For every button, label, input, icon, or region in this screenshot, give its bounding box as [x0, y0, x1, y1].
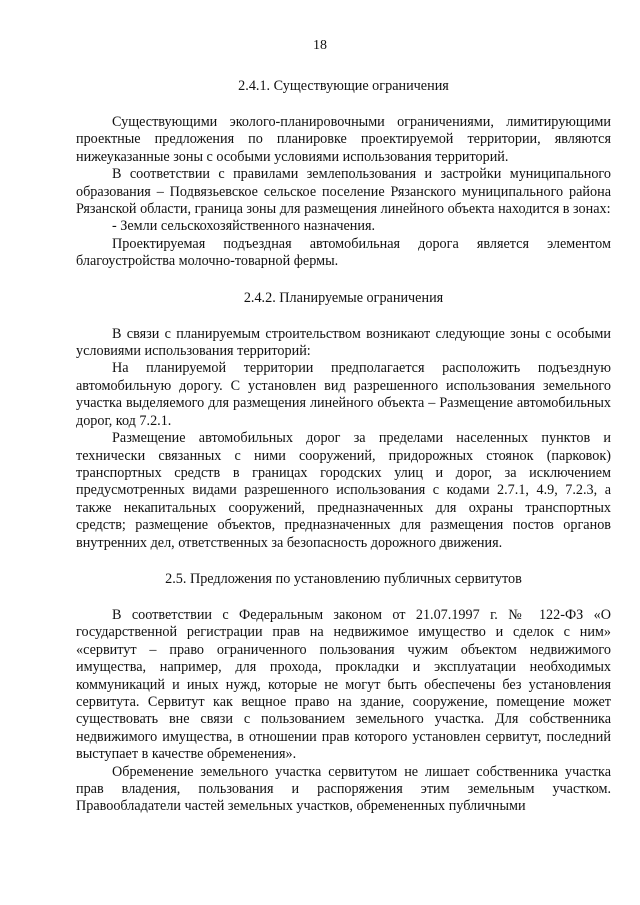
section-heading: 2.5. Предложения по установлению публичных сервитутов [165, 570, 522, 587]
page-number: 18 [313, 38, 327, 53]
paragraph: В соответствии с правилами землепользования и застройки муниципального образования – Подвязьевское сельское поселение Рязанского муниципального района Рязанской области, граница зоны для размещения линейного объекта находится в зонах: [76, 166, 611, 218]
paragraph: На планируемой территории предполагается расположить подъездную автомобильную дорогу. С установлен вид разрешенного использования земельного участка выделяемого для размещения линейного объекта – Размещение автомобильных дорог, код 7.2.1. [76, 360, 611, 429]
section-public-easements [76, 571, 611, 816]
paragraph: Размещение автомобильных дорог за пределами населенных пунктов и технически связанных с ними сооружений, придорожных стоянок (парковок) транспортных средств в границах городских улиц и дорог, за исключением предусмотренных видами разрешенного использования с кодами 2.7.1, 4.9, 7.2.3, а также некапитальных сооружений, предназначенных для охраны транспортных средств; размещение объектов, предназначенных для размещения постов органов внутренних дел, ответственных за безопасность дорожного движения. [76, 430, 611, 551]
section-heading: 2.4.1. Существующие ограничения [238, 78, 449, 94]
paragraph: Проектируемая подъездная автомобильная дорога является элементом благоустройства молочно-товарной фермы. [76, 235, 611, 270]
document-body [76, 78, 611, 816]
paragraph: - Земли сельскохозяйственного назначения. [112, 218, 376, 235]
section-heading: 2.4.2. Планируемые ограничения [243, 289, 444, 306]
paragraph: Существующими эколого-планировочными ограничениями, лимитирующими проектные предложения по планировке проектируемой территории, являются нижеуказанные зоны с особыми условиями использования территорий. [76, 114, 611, 165]
paragraph: В соответствии с Федеральным законом от 21.07.1997 г. № 122-ФЗ «О государственной регистрации прав на недвижимое имущество и сделок с ним» «сервитут – право ограниченного пользования чужим объектом недвижимого имущества, например, для прохода, прокладки и эксплуатации необходимых коммуникаций и иных нужд, которые не могут быть обеспечены без установления сервитута. Сервитут как вещное право на здание, сооружение, помещение может существовать вне связи с пользованием земельного участка. Для собственника недвижимого имущества, в отношении прав которого установлен сервитут, последний выступает в качестве обременения». [76, 606, 611, 763]
section-planned-restrictions [76, 290, 611, 552]
paragraph: В связи с планируемым строительством возникают следующие зоны с особыми условиями использования территорий: [76, 325, 611, 360]
section-existing-restrictions [76, 78, 611, 271]
paragraph: Обременение земельного участка сервитутом не лишает собственника участка прав владения, пользования и распоряжения этим земельным участком. Правообладатели частей земельных участков, обремененных публичными [76, 763, 611, 815]
